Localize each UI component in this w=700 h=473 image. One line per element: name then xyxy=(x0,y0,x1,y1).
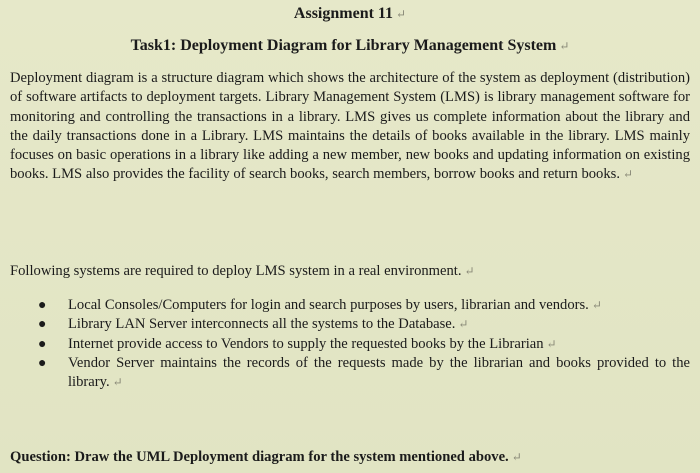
paragraph-mark-icon: ↵ xyxy=(559,39,570,53)
paragraph-mark-icon: ↵ xyxy=(112,375,123,390)
paragraph-mark-icon: ↵ xyxy=(622,167,634,182)
list-item-text: Local Consoles/Computers for login and search purposes by users, librarian and vendors. xyxy=(68,297,589,313)
document-title xyxy=(0,4,700,24)
question-line xyxy=(10,448,690,467)
list-item xyxy=(0,335,690,354)
title-text: Assignment 11 xyxy=(293,5,394,22)
list-item xyxy=(0,354,690,393)
bullet-icon: ● xyxy=(38,298,47,313)
bullet-icon: ● xyxy=(38,336,47,352)
intro-paragraph-text: Deployment diagram is a structure diagram which shows the architecture of the system as deployment (distribution) of software artifacts to deployment targets. Library Management System (LMS) is library management software for monitoring and controlling the transactions in a library. LMS gives us complete information about the library and the daily transactions done in a Library. LMS maintains the details of books available in the library. LMS mainly focuses on basic operations in a library like adding a new member, new books and updating information on existing books. LMS also provides the facility of search books, search members, borrow books and return books. xyxy=(10,70,690,183)
paragraph-mark-icon: ↵ xyxy=(464,264,475,278)
systems-list xyxy=(0,296,690,392)
list-item-text: Vendor Server maintains the records of the requests made by the librarian and books provided to the library. xyxy=(68,354,690,391)
requirements-paragraph-text: Following systems are required to deploy LMS system in a real environment. xyxy=(10,263,462,279)
task-heading-text: Task1: Deployment Diagram for Library Management System xyxy=(130,37,557,54)
list-item xyxy=(0,315,690,334)
bullet-icon: ● xyxy=(38,317,47,333)
list-item-text: Library LAN Server interconnects all the systems to the Database. xyxy=(68,316,456,333)
task-heading xyxy=(0,36,700,56)
question-text: Question: Draw the UML Deployment diagram for the system mentioned above. xyxy=(10,449,509,465)
list-item xyxy=(0,296,690,315)
paragraph-mark-icon: ↵ xyxy=(396,7,407,21)
intro-paragraph xyxy=(10,69,690,185)
paragraph-mark-icon: ↵ xyxy=(591,298,602,312)
requirements-paragraph xyxy=(10,262,690,281)
paragraph-mark-icon: ↵ xyxy=(458,317,469,332)
paragraph-mark-icon: ↵ xyxy=(511,450,522,464)
list-item-text: Internet provide access to Vendors to supply the requested books by the Librarian xyxy=(68,335,544,352)
paragraph-mark-icon: ↵ xyxy=(546,336,557,351)
bullet-icon: ● xyxy=(38,355,47,371)
